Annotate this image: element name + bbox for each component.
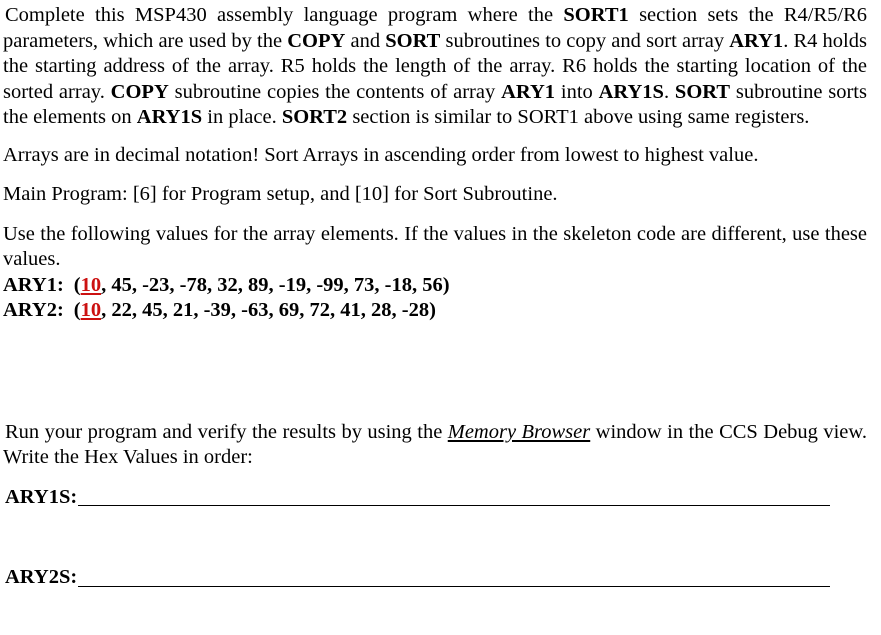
copy-term: COPY [287,29,346,52]
assignment-page [3,3,867,591]
intro-text: and [345,29,386,52]
intro-text: subroutine sorts the elements on [3,80,867,128]
intro-text: subroutine copies the contents of array [168,80,502,103]
array-label: ARY1: [3,273,64,296]
values-note: Use the following values for the array elements. If the values in the skeleton code are different, use these values. [3,222,867,270]
array-label: ARY2: [3,299,64,321]
answer-label: ARY2S: [5,566,78,588]
intro-text: section is similar to SORT1 above using same registers. [347,106,810,128]
intro-text: in place. [202,106,282,128]
decimal-note: Arrays are in decimal notation! Sort Arrays in ascending order from lowest to highest value. [3,143,759,166]
sort1-term: SORT1 [563,4,629,26]
blank-space [3,510,867,565]
intro-paragraph [3,3,867,131]
copy-term: COPY [110,80,169,103]
ary1s-term: ARY1S [136,106,203,128]
verify-text: window in the CCS Debug view. Write the Hex Values in order: [3,420,868,468]
sort-term: SORT [674,80,731,103]
verify-paragraph [3,420,867,471]
intro-text: into [555,80,599,103]
array-ary1 [3,273,867,299]
memory-browser-reference: Memory Browser [447,420,591,443]
intro-text: subroutines to copy and sort array [440,29,730,52]
array-first-value: 10 [80,273,102,296]
blank-space [3,324,867,420]
intro-text: . [663,80,675,103]
sort-term: SORT [385,29,441,52]
array-first-value: 10 [80,299,102,321]
verify-text: Run your program and verify the results by using the [5,420,448,443]
sort2-term: SORT2 [281,106,348,128]
array-values: , 22, 45, 21, -39, -63, 69, 72, 41, 28, -28) [101,299,436,321]
main-program-note: Main Program: [6] for Program setup, and [10] for Sort Subroutine. [3,183,558,205]
intro-text: Complete this MSP430 assembly language program where the [5,4,564,26]
ary1-term: ARY1 [729,29,784,52]
ary1s-term: ARY1S [598,80,664,103]
answer-ary2s [3,565,867,591]
answer-ary1s [3,485,867,511]
answer-blank[interactable] [78,487,830,506]
ary1-term: ARY1 [501,80,556,103]
array-open-paren: ( [73,273,81,296]
array-values: , 45, -23, -78, 32, 89, -19, -99, 73, -18, 56) [101,273,450,296]
answer-blank[interactable] [78,568,830,587]
intro-text: section sets the R4/R5/R6 parameters, which are used by the [3,4,868,52]
answer-label: ARY1S: [5,485,78,508]
array-ary2 [3,298,867,324]
array-open-paren: ( [73,299,81,321]
intro-text: . R4 holds the starting address of the array. R5 holds the length of the array. R6 holds the starting location of the sorted array. [3,29,867,103]
